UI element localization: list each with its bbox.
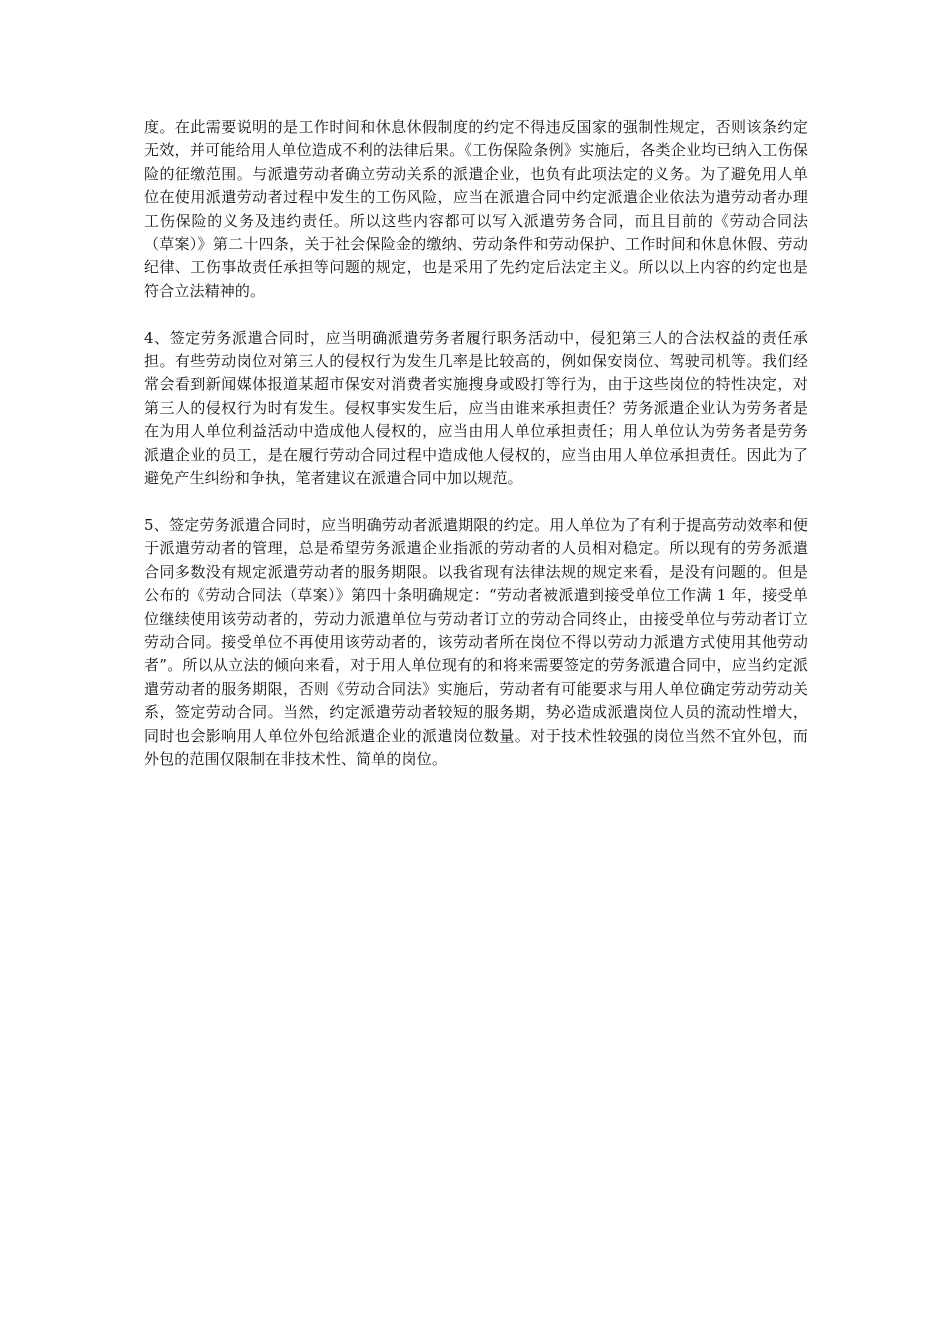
paragraph-continuation: 度。在此需要说明的是工作时间和休息休假制度的约定不得违反国家的强制性规定，否则该条约定无效，并可能给用人单位造成不利的法律后果。《工伤保险条例》实施后，各类企业均已纳入工伤保险的征缴范围。与派遣劳动者确立劳动关系的派遣企业，也负有此项法定的义务。为了避免用人单位在使用派遣劳动者过程中发生的工伤风险，应当在派遣合同中约定派遣企业依法为遣劳动者办理工伤保险的义务及违约责任。所以这些内容都可以写入派遣劳务合同，而且目前的《劳动合同法（草案）》第二十四条，关于社会保险金的缴纳、劳动条件和劳动保护、工作时间和休息休假、劳动纪律、工伤事故责任承担等问题的规定，也是采用了先约定后法定主义。所以以上内容的约定也是符合立法精神的。: [144, 118, 808, 300]
paragraph-item-5: 5、签定劳务派遣合同时，应当明确劳动者派遣期限的约定。用人单位为了有利于提高劳动效率和便于派遣劳动者的管理，总是希望劳务派遣企业指派的劳动者的人员相对稳定。所以现有的劳务派遣合同多数没有规定派遣劳动者的服务期限。以我省现有法律法规的规定来看，是没有问题的。但是公布的《劳动合同法（草案）》第四十条明确规定：“劳动者被派遣到接受单位工作满 1 年，接受单位继续使用该劳动者的，劳动力派遣单位与劳动者订立的劳动合同终止，由接受单位与劳动者订立劳动合同。接受单位不再使用该劳动者的，该劳动者所在岗位不得以劳动力派遣方式使用其他劳动者”。所以从立法的倾向来看，对于用人单位现有的和将来需要签定的劳务派遣合同中，应当约定派遣劳动者的服务期限，否则《劳动合同法》实施后，劳动者有可能要求与用人单位确定劳动劳动关系，签定劳动合同。当然，约定派遣劳动者较短的服务期，势必造成派遣岗位人员的流动性增大，同时也会影响用人单位外包给派遣企业的派遣岗位数量。对于技术性较强的岗位当然不宜外包，而外包的范围仅限制在非技术性、简单的岗位。: [144, 515, 808, 768]
document-body: [144, 116, 808, 795]
paragraph-item-4: 4、签定劳务派遣合同时，应当明确派遣劳务者履行职务活动中，侵犯第三人的合法权益的责任承担。有些劳动岗位对第三人的侵权行为发生几率是比较高的，例如保安岗位、驾驶司机等。我们经常会看到新闻媒体报道某超市保安对消费者实施搜身或殴打等行为，由于这些岗位的特性决定，对第三人的侵权行为时有发生。侵权事实发生后，应当由谁来承担责任？劳务派遣企业认为劳务者是在为用人单位利益活动中造成他人侵权的，应当由用人单位承担责任；用人单位认为劳务者是劳务派遣企业的员工，是在履行劳动合同过程中造成他人侵权的，应当由用人单位承担责任。因此为了避免产生纠纷和争执，笔者建议在派遣合同中加以规范。: [144, 328, 808, 488]
